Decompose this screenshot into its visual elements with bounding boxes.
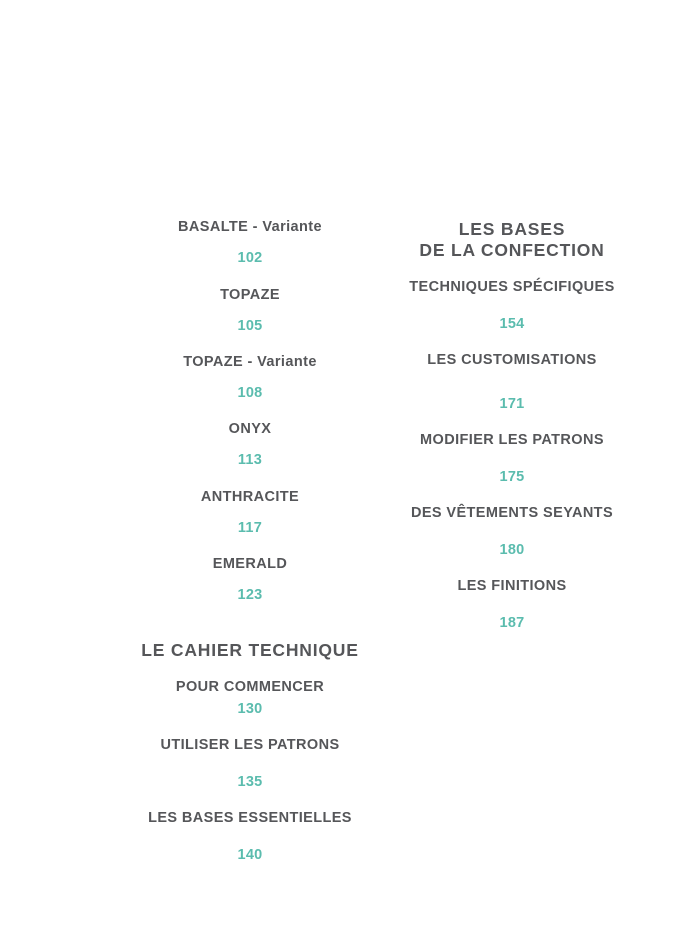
toc-entry-page[interactable]: 102 xyxy=(237,250,263,266)
toc-entry-page[interactable]: 123 xyxy=(237,587,263,603)
toc-entry-title[interactable]: LES CUSTOMISATIONS xyxy=(427,352,597,368)
section-heading-line2: DE LA CONFECTION xyxy=(419,240,605,260)
toc-entry-title[interactable]: UTILISER LES PATRONS xyxy=(160,737,340,753)
toc-entry-title[interactable]: TOPAZE xyxy=(220,287,280,303)
toc-entry-title[interactable]: BASALTE - Variante xyxy=(178,219,322,235)
section-heading-line1: LES BASES xyxy=(458,219,566,239)
toc-entry-title[interactable]: ANTHRACITE xyxy=(200,489,300,505)
toc-entry-page[interactable]: 180 xyxy=(499,542,525,558)
toc-entry-title[interactable]: LES BASES ESSENTIELLES xyxy=(148,810,352,826)
toc-entry-page[interactable]: 135 xyxy=(237,774,263,790)
toc-entry-page[interactable]: 108 xyxy=(237,385,263,401)
toc-entry-title[interactable]: DES VÊTEMENTS SEYANTS xyxy=(410,505,614,521)
toc-entry-page[interactable]: 130 xyxy=(237,701,263,717)
toc-entry-page[interactable]: 117 xyxy=(237,520,263,536)
toc-entry-page[interactable]: 175 xyxy=(499,469,525,485)
toc-entry-page[interactable]: 171 xyxy=(499,396,525,412)
section-heading: LE CAHIER TECHNIQUE xyxy=(141,640,359,660)
toc-entry-title[interactable]: ONYX xyxy=(228,421,272,437)
toc-entry-page[interactable]: 187 xyxy=(499,615,525,631)
toc-entry-page[interactable]: 105 xyxy=(237,318,263,334)
toc-entry-title[interactable]: TECHNIQUES SPÉCIFIQUES xyxy=(409,279,615,295)
toc-entry-title[interactable]: MODIFIER LES PATRONS xyxy=(420,432,604,448)
toc-entry-page[interactable]: 113 xyxy=(237,452,263,468)
toc-entry-title[interactable]: EMERALD xyxy=(212,556,288,572)
toc-entry-page[interactable]: 154 xyxy=(499,316,525,332)
toc-entry-title[interactable]: LES FINITIONS xyxy=(457,578,567,594)
toc-entry-page[interactable]: 140 xyxy=(237,847,263,863)
toc-entry-title[interactable]: TOPAZE - Variante xyxy=(183,354,317,370)
toc-entry-title[interactable]: POUR COMMENCER xyxy=(175,679,325,695)
